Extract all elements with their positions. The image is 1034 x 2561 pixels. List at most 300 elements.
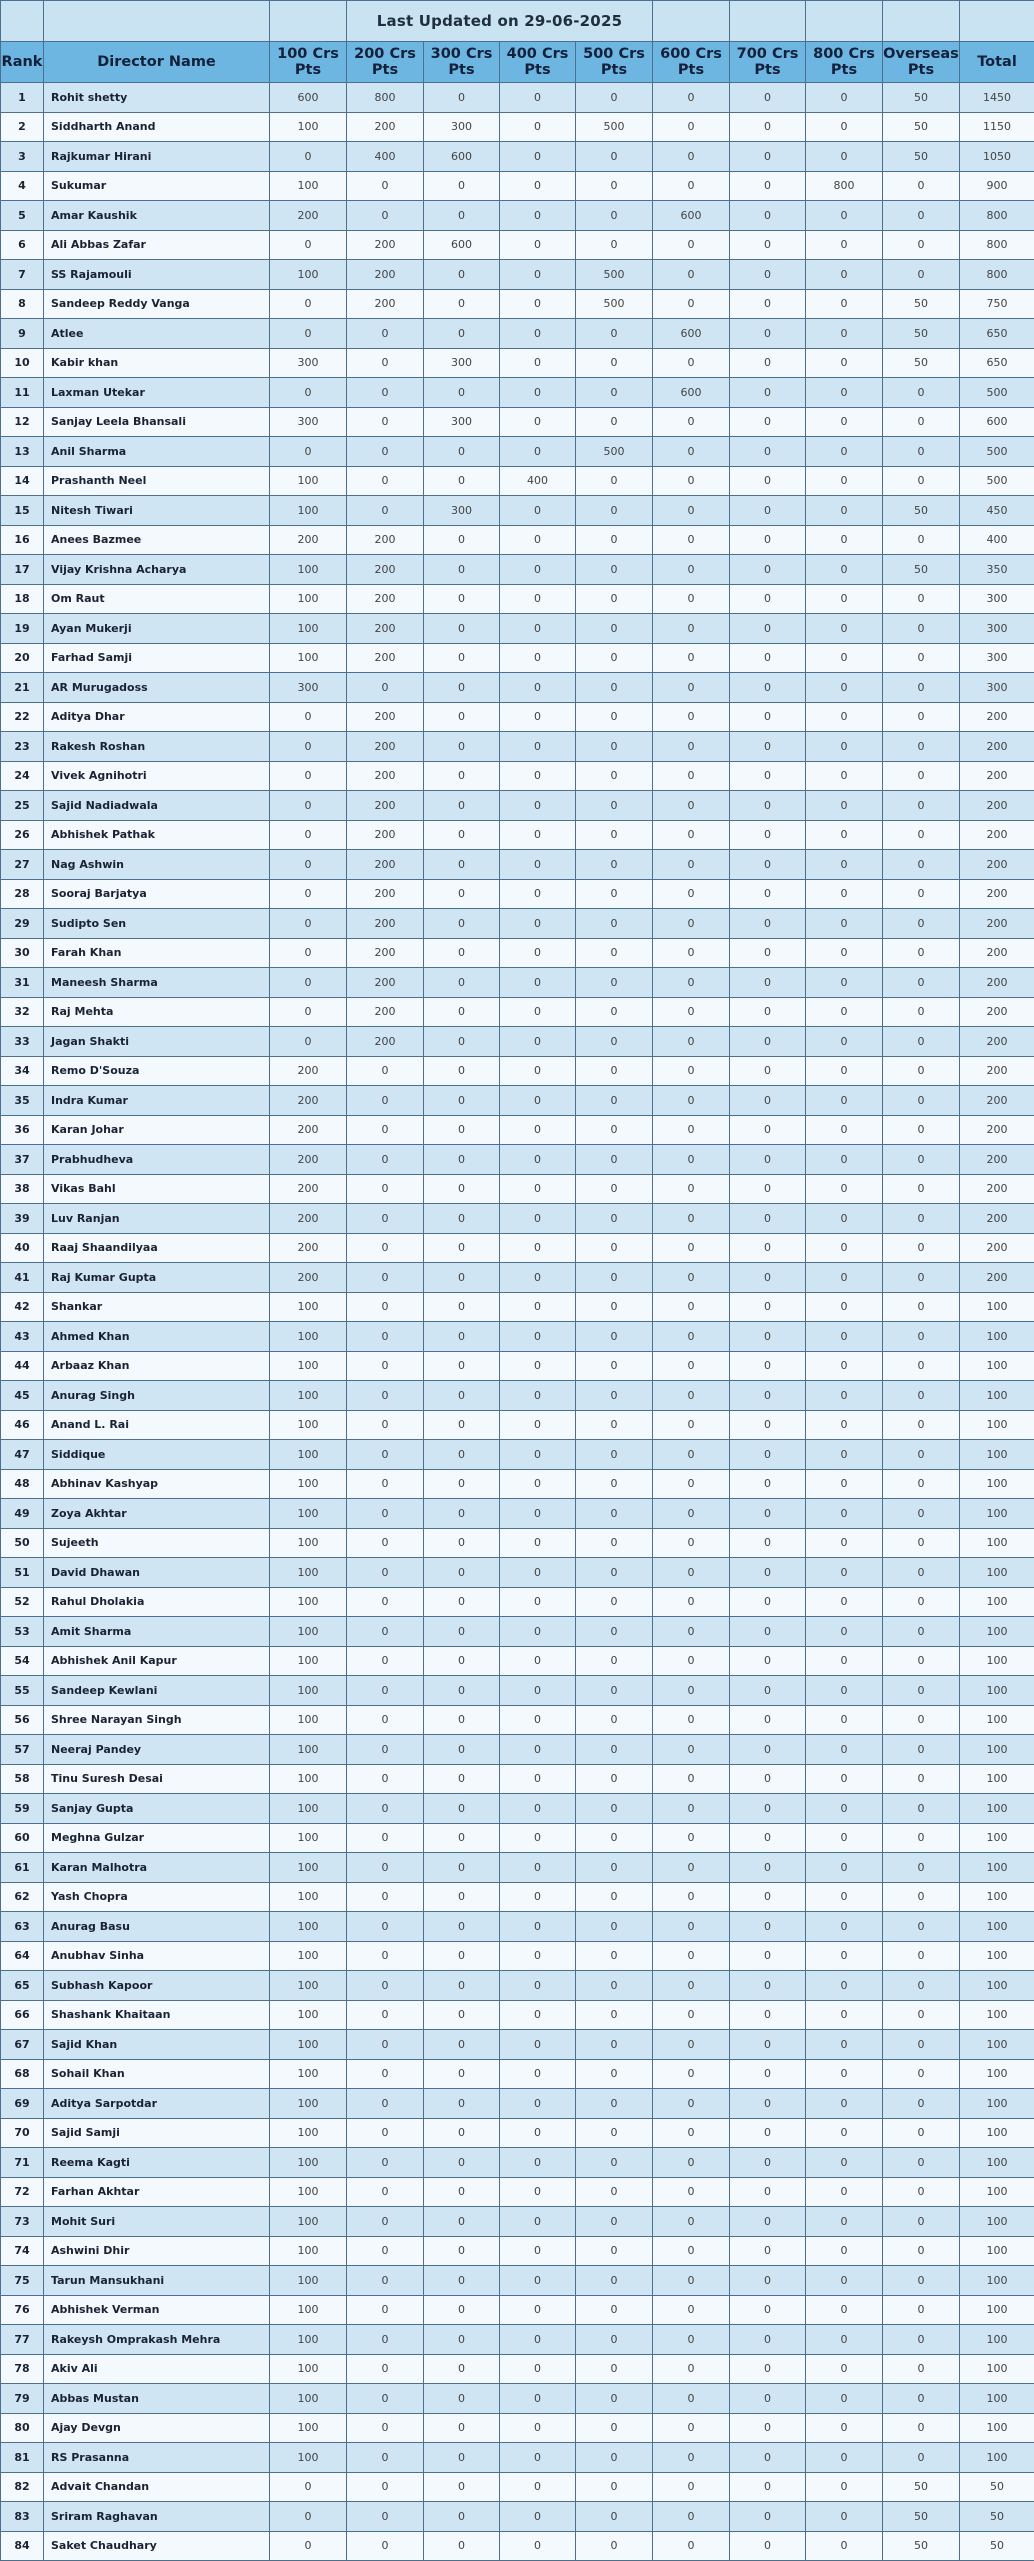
points-cell: 0 — [653, 1823, 730, 1853]
director-name-cell: Saket Chaudhary — [44, 2531, 270, 2561]
points-cell: 0 — [883, 2089, 960, 2119]
points-cell: 0 — [653, 614, 730, 644]
points-cell: 0 — [806, 289, 883, 319]
points-cell: 0 — [576, 1410, 653, 1440]
total-cell: 750 — [960, 289, 1034, 319]
points-cell: 0 — [500, 1322, 576, 1352]
points-cell: 0 — [730, 1322, 806, 1352]
points-cell: 0 — [653, 732, 730, 762]
total-cell: 500 — [960, 437, 1034, 467]
points-cell: 100 — [270, 2207, 347, 2237]
total-cell: 100 — [960, 2059, 1034, 2089]
points-cell: 0 — [500, 289, 576, 319]
points-cell: 0 — [576, 1735, 653, 1765]
points-cell: 200 — [347, 112, 424, 142]
points-cell: 0 — [883, 791, 960, 821]
points-cell: 0 — [806, 1027, 883, 1057]
total-cell: 100 — [960, 1676, 1034, 1706]
rank-cell: 44 — [1, 1351, 44, 1381]
points-cell: 0 — [730, 2236, 806, 2266]
points-cell: 0 — [806, 1558, 883, 1588]
director-name-cell: Farhad Samji — [44, 643, 270, 673]
director-name-cell: Ajay Devgn — [44, 2413, 270, 2443]
points-cell: 0 — [883, 1381, 960, 1411]
total-cell: 300 — [960, 673, 1034, 703]
points-cell: 200 — [347, 584, 424, 614]
rank-cell: 11 — [1, 378, 44, 408]
points-cell: 50 — [883, 289, 960, 319]
points-cell: 0 — [653, 1292, 730, 1322]
points-cell: 300 — [424, 112, 500, 142]
points-cell: 0 — [806, 614, 883, 644]
director-name-cell: Ahmed Khan — [44, 1322, 270, 1352]
points-cell: 0 — [347, 466, 424, 496]
points-cell: 0 — [883, 1558, 960, 1588]
director-name-cell: Sudipto Sen — [44, 909, 270, 939]
points-cell: 0 — [424, 1174, 500, 1204]
points-cell: 200 — [347, 820, 424, 850]
points-cell: 0 — [806, 2443, 883, 2473]
total-cell: 200 — [960, 820, 1034, 850]
rank-cell: 10 — [1, 348, 44, 378]
rank-cell: 69 — [1, 2089, 44, 2119]
points-cell: 0 — [730, 997, 806, 1027]
points-cell: 0 — [806, 1676, 883, 1706]
points-cell: 0 — [883, 1941, 960, 1971]
points-cell: 0 — [730, 732, 806, 762]
points-cell: 0 — [424, 1499, 500, 1529]
points-cell: 0 — [576, 2059, 653, 2089]
points-cell: 0 — [347, 2000, 424, 2030]
points-cell: 0 — [653, 1912, 730, 1942]
table-row — [1, 466, 1034, 496]
points-cell: 800 — [347, 83, 424, 113]
points-cell: 0 — [424, 584, 500, 614]
points-cell: 50 — [883, 2472, 960, 2502]
director-name-cell: Rakeysh Omprakash Mehra — [44, 2325, 270, 2355]
points-cell: 0 — [576, 2531, 653, 2561]
points-cell: 0 — [347, 1056, 424, 1086]
director-name-cell: Raj Mehta — [44, 997, 270, 1027]
total-cell: 800 — [960, 201, 1034, 231]
points-cell: 0 — [424, 2089, 500, 2119]
points-cell: 0 — [347, 1912, 424, 1942]
points-cell: 100 — [270, 496, 347, 526]
points-cell: 600 — [653, 378, 730, 408]
rank-cell: 28 — [1, 879, 44, 909]
rank-cell: 15 — [1, 496, 44, 526]
points-cell: 0 — [347, 2325, 424, 2355]
points-cell: 0 — [424, 2118, 500, 2148]
points-cell: 0 — [730, 1764, 806, 1794]
points-cell: 0 — [576, 2030, 653, 2060]
points-cell: 0 — [730, 1617, 806, 1647]
points-cell: 100 — [270, 643, 347, 673]
points-cell: 0 — [347, 2030, 424, 2060]
rank-cell: 48 — [1, 1469, 44, 1499]
points-cell: 100 — [270, 1528, 347, 1558]
points-cell: 0 — [806, 1646, 883, 1676]
rank-cell: 47 — [1, 1440, 44, 1470]
points-cell: 0 — [576, 1086, 653, 1116]
director-name-cell: Aditya Sarpotdar — [44, 2089, 270, 2119]
points-cell: 0 — [653, 702, 730, 732]
director-name-cell: Laxman Utekar — [44, 378, 270, 408]
table-row — [1, 2443, 1034, 2473]
points-cell: 200 — [347, 879, 424, 909]
points-cell: 0 — [806, 938, 883, 968]
points-cell: 0 — [500, 1646, 576, 1676]
points-cell: 0 — [347, 1263, 424, 1293]
points-cell: 100 — [270, 1322, 347, 1352]
director-name-cell: Farhan Akhtar — [44, 2177, 270, 2207]
total-cell: 200 — [960, 761, 1034, 791]
points-cell: 0 — [653, 2413, 730, 2443]
total-cell: 100 — [960, 1351, 1034, 1381]
points-cell: 0 — [730, 171, 806, 201]
table-row — [1, 1676, 1034, 1706]
points-cell: 100 — [270, 2266, 347, 2296]
director-name-cell: Vijay Krishna Acharya — [44, 555, 270, 585]
points-cell: 0 — [883, 1351, 960, 1381]
points-cell: 0 — [883, 525, 960, 555]
points-cell: 0 — [653, 1646, 730, 1676]
points-cell: 0 — [653, 466, 730, 496]
points-cell: 0 — [576, 2443, 653, 2473]
header-points-col-9: Overseas Pts — [883, 42, 960, 83]
points-cell: 0 — [424, 2236, 500, 2266]
rank-cell: 1 — [1, 83, 44, 113]
points-cell: 0 — [424, 850, 500, 880]
table-row — [1, 820, 1034, 850]
points-cell: 0 — [730, 909, 806, 939]
points-cell: 0 — [653, 1056, 730, 1086]
table-row — [1, 1528, 1034, 1558]
rank-cell: 71 — [1, 2148, 44, 2178]
points-cell: 0 — [500, 2059, 576, 2089]
table-row — [1, 1764, 1034, 1794]
table-row — [1, 230, 1034, 260]
points-cell: 0 — [424, 1263, 500, 1293]
table-row — [1, 1204, 1034, 1234]
table-row — [1, 1617, 1034, 1647]
points-cell: 600 — [653, 201, 730, 231]
director-name-cell: Rahul Dholakia — [44, 1587, 270, 1617]
points-cell: 0 — [653, 2502, 730, 2532]
points-cell: 0 — [576, 1764, 653, 1794]
points-cell: 100 — [270, 1676, 347, 1706]
points-cell: 0 — [424, 525, 500, 555]
points-cell: 0 — [806, 1233, 883, 1263]
rank-cell: 67 — [1, 2030, 44, 2060]
total-cell: 100 — [960, 2118, 1034, 2148]
director-name-cell: Rajkumar Hirani — [44, 142, 270, 172]
points-cell: 0 — [424, 1646, 500, 1676]
rank-cell: 25 — [1, 791, 44, 821]
director-name-cell: Sanjay Leela Bhansali — [44, 407, 270, 437]
points-cell: 0 — [806, 1204, 883, 1234]
table-row — [1, 2207, 1034, 2237]
total-cell: 800 — [960, 260, 1034, 290]
points-cell: 0 — [653, 407, 730, 437]
points-cell: 100 — [270, 171, 347, 201]
table-row — [1, 1735, 1034, 1765]
header-points-col-1: 100 Crs Pts — [270, 42, 347, 83]
total-cell: 300 — [960, 584, 1034, 614]
points-cell: 0 — [883, 1528, 960, 1558]
points-cell: 0 — [270, 289, 347, 319]
director-name-cell: Sohail Khan — [44, 2059, 270, 2089]
points-cell: 0 — [576, 1440, 653, 1470]
points-cell: 0 — [500, 1351, 576, 1381]
points-cell: 200 — [270, 1174, 347, 1204]
points-cell: 0 — [730, 791, 806, 821]
points-cell: 200 — [270, 1145, 347, 1175]
points-cell: 0 — [500, 201, 576, 231]
points-cell: 200 — [347, 791, 424, 821]
points-cell: 0 — [653, 2266, 730, 2296]
points-cell: 0 — [270, 2531, 347, 2561]
points-cell: 0 — [576, 1528, 653, 1558]
points-cell: 0 — [576, 407, 653, 437]
rank-cell: 51 — [1, 1558, 44, 1588]
points-cell: 0 — [730, 879, 806, 909]
points-cell: 0 — [806, 1145, 883, 1175]
points-cell: 0 — [347, 1115, 424, 1145]
points-cell: 0 — [730, 1440, 806, 1470]
points-cell: 0 — [270, 909, 347, 939]
points-cell: 0 — [730, 1794, 806, 1824]
points-cell: 0 — [730, 673, 806, 703]
points-cell: 0 — [653, 83, 730, 113]
points-cell: 200 — [270, 201, 347, 231]
points-cell: 0 — [730, 938, 806, 968]
points-cell: 0 — [270, 437, 347, 467]
total-cell: 900 — [960, 171, 1034, 201]
points-cell: 0 — [653, 2472, 730, 2502]
rank-cell: 79 — [1, 2384, 44, 2414]
total-cell: 100 — [960, 2325, 1034, 2355]
points-cell: 0 — [806, 1587, 883, 1617]
points-cell: 0 — [576, 2384, 653, 2414]
points-cell: 400 — [500, 466, 576, 496]
rank-cell: 7 — [1, 260, 44, 290]
points-cell: 100 — [270, 2325, 347, 2355]
points-cell: 0 — [500, 2266, 576, 2296]
points-cell: 0 — [347, 319, 424, 349]
table-row — [1, 2413, 1034, 2443]
points-cell: 0 — [424, 1469, 500, 1499]
director-name-cell: Anees Bazmee — [44, 525, 270, 555]
points-cell: 0 — [576, 319, 653, 349]
points-cell: 0 — [347, 2384, 424, 2414]
points-cell: 300 — [424, 348, 500, 378]
total-cell: 100 — [960, 2148, 1034, 2178]
points-cell: 0 — [806, 2089, 883, 2119]
points-cell: 0 — [730, 525, 806, 555]
table-row — [1, 2295, 1034, 2325]
points-cell: 0 — [424, 997, 500, 1027]
points-cell: 0 — [576, 1145, 653, 1175]
table-row — [1, 997, 1034, 1027]
points-cell: 0 — [730, 1174, 806, 1204]
points-cell: 0 — [424, 201, 500, 231]
points-cell: 0 — [653, 879, 730, 909]
points-cell: 0 — [270, 702, 347, 732]
director-name-cell: Abhishek Pathak — [44, 820, 270, 850]
points-cell: 0 — [806, 820, 883, 850]
points-cell: 200 — [270, 525, 347, 555]
points-cell: 0 — [576, 1587, 653, 1617]
points-cell: 0 — [270, 850, 347, 880]
points-cell: 200 — [270, 1056, 347, 1086]
points-cell: 0 — [500, 1676, 576, 1706]
points-cell: 0 — [347, 1735, 424, 1765]
points-cell: 0 — [500, 1705, 576, 1735]
points-cell: 0 — [730, 2000, 806, 2030]
points-cell: 0 — [806, 968, 883, 998]
points-cell: 0 — [806, 1764, 883, 1794]
points-cell: 0 — [806, 201, 883, 231]
points-cell: 0 — [424, 289, 500, 319]
rank-cell: 23 — [1, 732, 44, 762]
points-cell: 100 — [270, 2443, 347, 2473]
rank-cell: 57 — [1, 1735, 44, 1765]
title-row — [1, 1, 1034, 42]
table-row — [1, 83, 1034, 113]
director-name-cell: SS Rajamouli — [44, 260, 270, 290]
points-cell: 0 — [653, 2177, 730, 2207]
points-cell: 0 — [500, 1263, 576, 1293]
points-cell: 200 — [347, 1027, 424, 1057]
total-cell: 100 — [960, 2413, 1034, 2443]
points-cell: 0 — [653, 1676, 730, 1706]
points-cell: 0 — [347, 2354, 424, 2384]
points-cell: 200 — [347, 997, 424, 1027]
points-cell: 100 — [270, 2177, 347, 2207]
director-name-cell: Nag Ashwin — [44, 850, 270, 880]
points-cell: 0 — [500, 702, 576, 732]
points-cell: 100 — [270, 1351, 347, 1381]
points-cell: 0 — [347, 1676, 424, 1706]
points-cell: 0 — [806, 673, 883, 703]
points-cell: 0 — [806, 437, 883, 467]
points-cell: 0 — [653, 1086, 730, 1116]
rank-cell: 3 — [1, 142, 44, 172]
points-cell: 0 — [883, 1499, 960, 1529]
points-cell: 0 — [806, 1440, 883, 1470]
rank-cell: 24 — [1, 761, 44, 791]
points-cell: 0 — [730, 1853, 806, 1883]
points-cell: 0 — [730, 112, 806, 142]
rank-cell: 59 — [1, 1794, 44, 1824]
points-cell: 0 — [576, 1823, 653, 1853]
points-cell: 0 — [270, 968, 347, 998]
points-cell: 0 — [347, 378, 424, 408]
points-cell: 100 — [270, 1823, 347, 1853]
points-cell: 0 — [424, 1381, 500, 1411]
total-cell: 100 — [960, 1587, 1034, 1617]
points-cell: 0 — [576, 171, 653, 201]
table-row — [1, 437, 1034, 467]
points-cell: 0 — [883, 909, 960, 939]
points-cell: 0 — [883, 1292, 960, 1322]
table-row — [1, 1322, 1034, 1352]
points-cell: 0 — [730, 1587, 806, 1617]
points-cell: 0 — [500, 1499, 576, 1529]
points-cell: 0 — [730, 1646, 806, 1676]
points-cell: 100 — [270, 1292, 347, 1322]
points-cell: 0 — [500, 1381, 576, 1411]
rank-cell: 62 — [1, 1882, 44, 1912]
points-cell: 0 — [500, 2177, 576, 2207]
points-cell: 0 — [653, 2000, 730, 2030]
points-cell: 0 — [576, 1971, 653, 2001]
points-cell: 0 — [806, 2354, 883, 2384]
points-cell: 0 — [500, 1115, 576, 1145]
table-row — [1, 348, 1034, 378]
points-cell: 0 — [500, 850, 576, 880]
points-cell: 0 — [883, 1322, 960, 1352]
points-cell: 0 — [653, 1027, 730, 1057]
points-cell: 0 — [883, 2030, 960, 2060]
points-cell: 0 — [576, 643, 653, 673]
points-cell: 100 — [270, 1971, 347, 2001]
points-cell: 0 — [576, 968, 653, 998]
points-cell: 0 — [883, 2000, 960, 2030]
points-cell: 0 — [883, 2059, 960, 2089]
points-cell: 100 — [270, 2413, 347, 2443]
points-cell: 0 — [806, 407, 883, 437]
points-cell: 0 — [424, 555, 500, 585]
points-cell: 0 — [730, 2325, 806, 2355]
points-cell: 300 — [270, 673, 347, 703]
points-cell: 0 — [424, 2354, 500, 2384]
total-cell: 1450 — [960, 83, 1034, 113]
director-name-cell: Akiv Ali — [44, 2354, 270, 2384]
points-cell: 0 — [806, 1617, 883, 1647]
points-cell: 0 — [883, 1410, 960, 1440]
total-cell: 1050 — [960, 142, 1034, 172]
points-cell: 0 — [270, 230, 347, 260]
points-cell: 0 — [424, 909, 500, 939]
points-cell: 0 — [730, 2472, 806, 2502]
points-cell: 0 — [730, 1823, 806, 1853]
points-cell: 0 — [347, 2295, 424, 2325]
points-cell: 0 — [883, 1204, 960, 1234]
table-row — [1, 2089, 1034, 2119]
points-cell: 0 — [500, 1204, 576, 1234]
points-cell: 0 — [730, 2295, 806, 2325]
points-cell: 0 — [883, 702, 960, 732]
director-name-cell: Rakesh Roshan — [44, 732, 270, 762]
points-cell: 0 — [500, 968, 576, 998]
points-cell: 0 — [883, 968, 960, 998]
points-cell: 0 — [347, 1617, 424, 1647]
points-cell: 500 — [576, 437, 653, 467]
points-cell: 0 — [347, 2089, 424, 2119]
points-cell: 0 — [730, 2443, 806, 2473]
points-cell: 0 — [806, 997, 883, 1027]
points-cell: 100 — [270, 1705, 347, 1735]
points-cell: 100 — [270, 1617, 347, 1647]
points-cell: 200 — [270, 1086, 347, 1116]
points-cell: 0 — [576, 2236, 653, 2266]
points-cell: 0 — [270, 142, 347, 172]
points-cell: 0 — [347, 171, 424, 201]
points-cell: 0 — [576, 2354, 653, 2384]
points-cell: 600 — [270, 83, 347, 113]
